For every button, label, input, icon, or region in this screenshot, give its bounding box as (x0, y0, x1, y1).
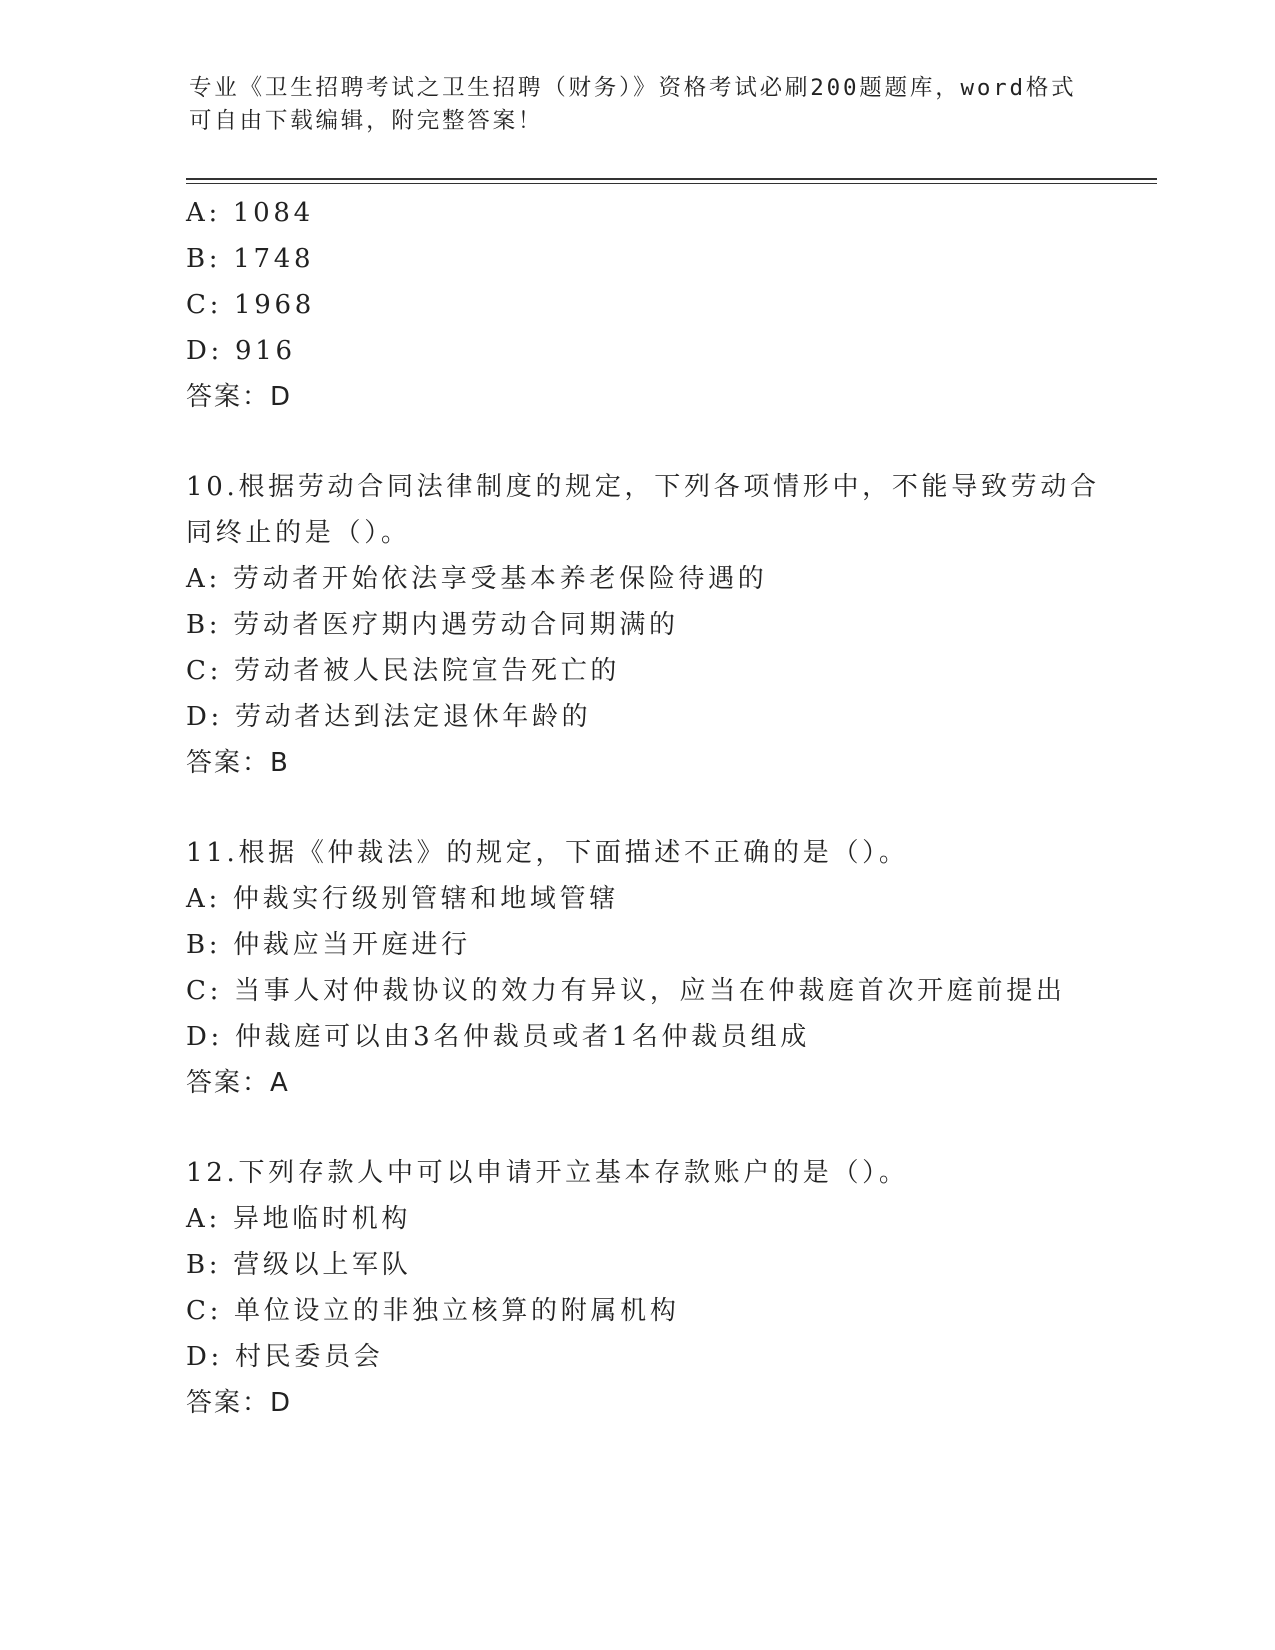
option-a: A: 1084 (186, 198, 314, 228)
option-d: D: 劳动者达到法定退休年龄的 (186, 702, 592, 732)
question-12-block (186, 1150, 1146, 1426)
question-11-block (186, 830, 1146, 1106)
option-c: C: 单位设立的非独立核算的附属机构 (186, 1296, 680, 1326)
answer-line: 答案：D (186, 382, 293, 412)
header-divider-thin (186, 183, 1157, 184)
option-a: A: 仲裁实行级别管辖和地域管辖 (186, 884, 620, 914)
option-b: B: 营级以上军队 (186, 1250, 412, 1280)
answer-line: 答案：A (186, 1068, 290, 1098)
spacer (186, 786, 1146, 830)
question-stem: 12.下列存款人中可以申请开立基本存款账户的是（）。 (186, 1158, 909, 1188)
question-list (186, 190, 1146, 1426)
question-stem: 11.根据《仲裁法》的规定，下面描述不正确的是（）。 (186, 838, 909, 868)
question-10-block (186, 464, 1146, 786)
question-stem-continued: 同终止的是（）。 (186, 518, 411, 548)
spacer (186, 420, 1146, 464)
option-d: D: 916 (186, 336, 296, 366)
option-b: B: 仲裁应当开庭进行 (186, 930, 471, 960)
question-stem: 10.根据劳动合同法律制度的规定，下列各项情形中，不能导致劳动合 (186, 472, 1100, 502)
spacer (186, 1106, 1146, 1150)
option-d: D: 村民委员会 (186, 1342, 384, 1372)
header-line-1: 专业《卫生招聘考试之卫生招聘（财务）》资格考试必刷200题题库，word格式 (189, 75, 1077, 101)
option-d: D: 仲裁庭可以由3名仲裁员或者1名仲裁员组成 (186, 1022, 811, 1052)
header-line-2: 可自由下载编辑，附完整答案！ (189, 108, 544, 134)
answer-line: 答案：B (186, 748, 290, 778)
header-divider (186, 178, 1157, 180)
option-c: C: 1968 (186, 290, 315, 320)
option-c: C: 劳动者被人民法院宣告死亡的 (186, 656, 621, 686)
option-b: B: 1748 (186, 244, 315, 274)
option-c: C: 当事人对仲裁协议的效力有异议，应当在仲裁庭首次开庭前提出 (186, 976, 1066, 1006)
question-9-block (186, 190, 1146, 420)
document-header (189, 72, 1089, 138)
answer-line: 答案：D (186, 1388, 293, 1418)
option-a: A: 异地临时机构 (186, 1204, 412, 1234)
option-b: B: 劳动者医疗期内遇劳动合同期满的 (186, 610, 679, 640)
option-a: A: 劳动者开始依法享受基本养老保险待遇的 (186, 564, 768, 594)
